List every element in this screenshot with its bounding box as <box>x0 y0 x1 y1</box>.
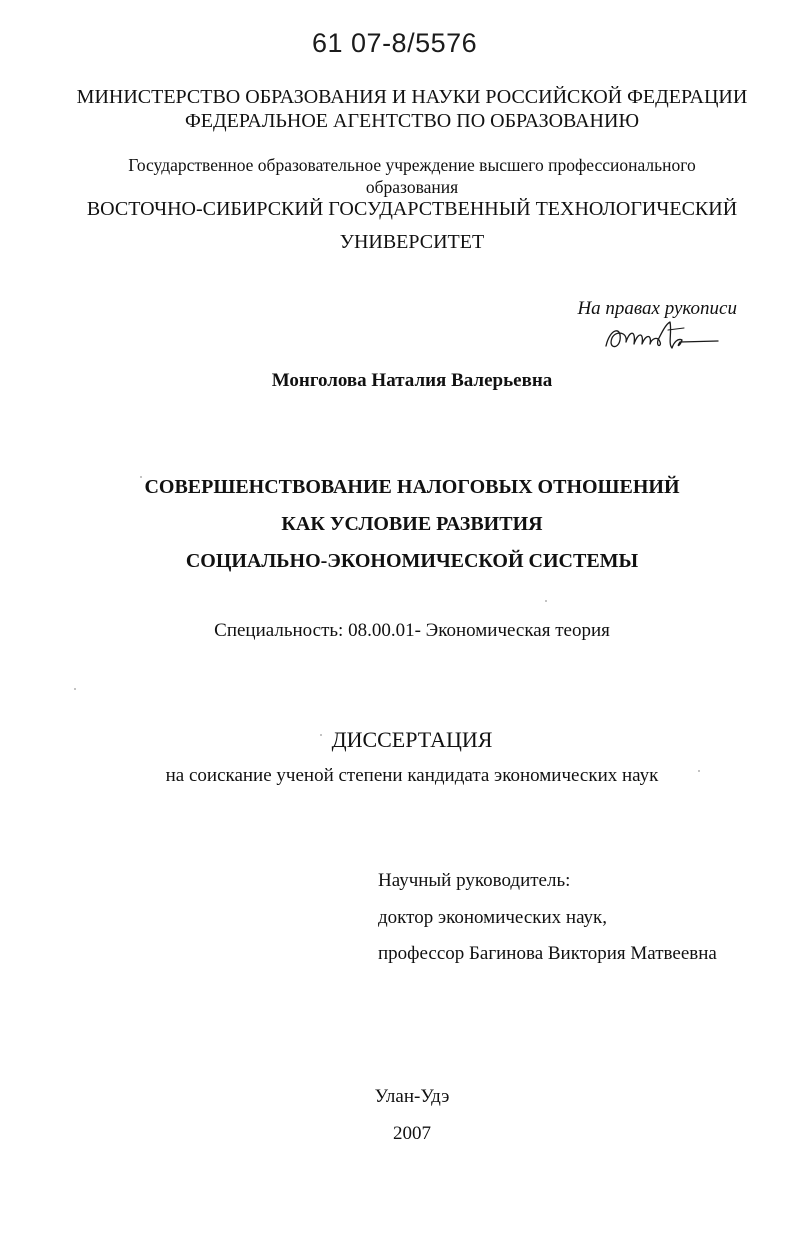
author-name: Монголова Наталия Валерьевна <box>271 370 553 391</box>
supervisor-degree: доктор экономических наук, <box>378 907 608 928</box>
scan-speck <box>74 688 76 690</box>
archive-stamp-number: 61 07-8/5576 <box>312 28 478 58</box>
dissertation-title-line-2: КАК УСЛОВИЕ РАЗВИТИЯ <box>281 513 543 535</box>
scan-speck <box>320 734 322 736</box>
agency-heading: ФЕДЕРАЛЬНОЕ АГЕНТСТВО ПО ОБРАЗОВАНИЮ <box>184 110 639 132</box>
supervisor-label: Научный руководитель: <box>378 870 571 891</box>
university-name-line-2: УНИВЕРСИТЕТ <box>339 231 485 253</box>
scan-speck <box>545 600 547 602</box>
handwritten-signature <box>600 318 720 358</box>
institution-line-1: Государственное образовательное учреждение высшего профессионального <box>128 155 696 175</box>
specialty-line: Специальность: 08.00.01- Экономическая теория <box>214 620 610 641</box>
degree-line: на соискание ученой степени кандидата экономических наук <box>165 765 659 786</box>
dissertation-title-line-3: СОЦИАЛЬНО-ЭКОНОМИЧЕСКОЙ СИСТЕМЫ <box>185 550 639 572</box>
year: 2007 <box>393 1123 431 1144</box>
city: Улан-Удэ <box>374 1086 450 1107</box>
scan-speck <box>140 476 142 478</box>
manuscript-rights-note: На правах рукописи <box>577 298 737 319</box>
institution-line-2: образования <box>365 177 459 197</box>
supervisor-name: профессор Багинова Виктория Матвеевна <box>378 943 717 964</box>
document-type-heading: ДИССЕРТАЦИЯ <box>331 727 493 752</box>
university-name-line-1: ВОСТОЧНО-СИБИРСКИЙ ГОСУДАРСТВЕННЫЙ ТЕХНОЛОГИЧЕСКИЙ <box>86 198 738 220</box>
dissertation-title-line-1: СОВЕРШЕНСТВОВАНИЕ НАЛОГОВЫХ ОТНОШЕНИЙ <box>144 476 680 498</box>
ministry-heading: МИНИСТЕРСТВО ОБРАЗОВАНИЯ И НАУКИ РОССИЙСКОЙ ФЕДЕРАЦИИ <box>76 86 748 108</box>
scan-speck <box>698 770 700 772</box>
